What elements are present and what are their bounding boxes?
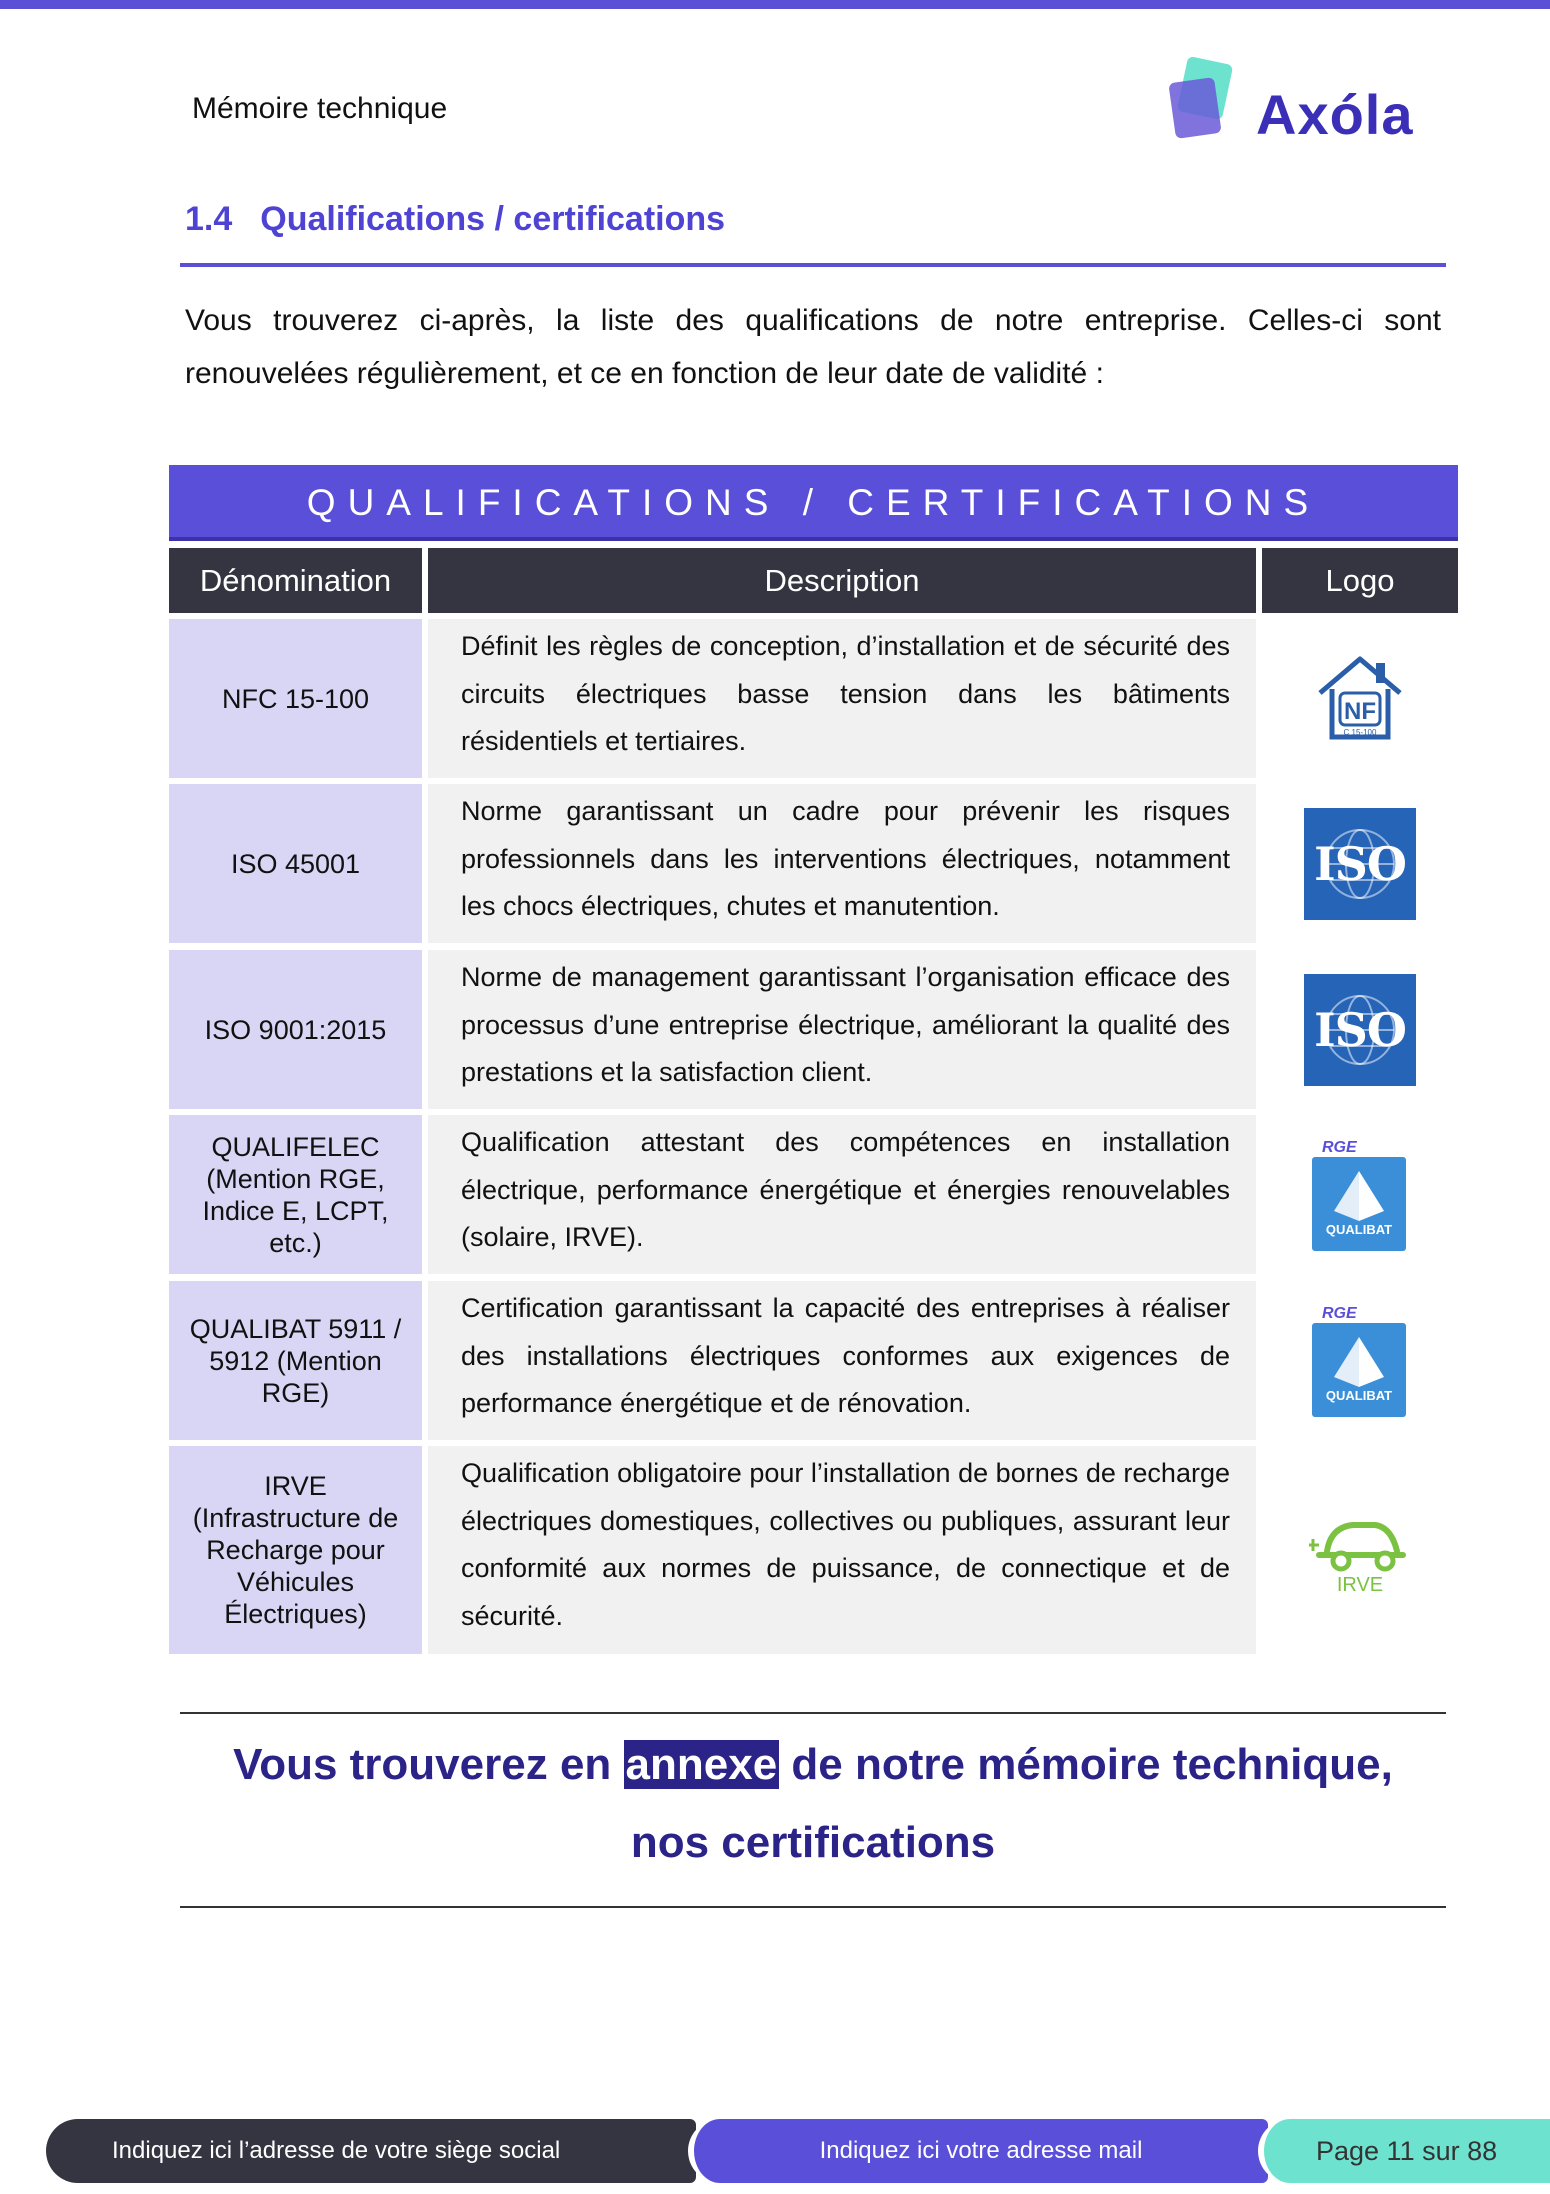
qualibat-rge-icon	[1310, 1139, 1410, 1251]
row-name: QUALIFELEC (Mention RGE, Indice E, LCPT, etc.)	[169, 1115, 422, 1274]
divider-bottom	[180, 1906, 1446, 1908]
annex-callout	[180, 1726, 1446, 1882]
document-title: Mémoire technique	[192, 92, 448, 125]
table-row	[169, 1281, 1393, 1440]
column-header-name: Dénomination	[169, 548, 422, 613]
logo-wordmark: Axóla	[1256, 83, 1414, 146]
table-row	[169, 784, 1406, 943]
row-name: ISO 45001	[169, 784, 422, 943]
table-row	[169, 619, 1377, 778]
annex-text-after: de notre mémoire technique,	[779, 1740, 1393, 1789]
table-row	[169, 1446, 1384, 1654]
table-row	[169, 950, 1406, 1109]
section-title: Qualifications / certifications	[260, 200, 726, 238]
table-row	[169, 1115, 1393, 1274]
row-description: Qualification attestant des compétences en installation électrique, performance énergétique et énergies renouvelables (solaire, IRVE).	[428, 1115, 1256, 1274]
table-banner: QUALIFICATIONS / CERTIFICATIONS	[169, 465, 1458, 541]
qualibat-label: QUALIBAT	[1325, 1387, 1393, 1403]
row-name: ISO 9001:2015	[169, 950, 422, 1109]
annex-text-before: Vous trouverez en	[233, 1740, 624, 1789]
irve-logo-text: IRVE	[1336, 1574, 1384, 1595]
row-name: IRVE (Infrastructure de Recharge pour Véhicules Électriques)	[169, 1446, 422, 1654]
column-header-logo: Logo	[1262, 548, 1458, 613]
iso-logo-text: ISO	[1314, 836, 1406, 891]
nf-logo-text: NF	[1344, 697, 1376, 725]
row-name: NFC 15-100	[169, 619, 422, 778]
column-header-description: Description	[428, 548, 1256, 613]
section-number: 1.4	[185, 200, 233, 238]
row-description: Norme de management garantissant l’organisation efficace des processus d’une entreprise électrique, améliorant la qualité des prestations et la satisfaction client.	[428, 950, 1256, 1109]
row-description: Définit les règles de conception, d’installation et de sécurité des circuits électriques basse tension dans les bâtiments résidentiels et tertiaires.	[428, 619, 1256, 778]
annex-highlight: annexe	[625, 1740, 778, 1789]
row-name: QUALIBAT 5911 / 5912 (Mention RGE)	[169, 1281, 422, 1440]
rge-label: RGE	[1322, 1138, 1357, 1156]
nf-house-icon	[1262, 619, 1458, 778]
qualibat-rge-icon	[1310, 1305, 1410, 1417]
iso-icon	[1304, 808, 1416, 920]
iso-icon	[1304, 974, 1416, 1086]
footer-email: Indiquez ici votre adresse mail	[688, 2119, 1268, 2183]
logo-mark-icon	[1168, 54, 1248, 144]
intro-paragraph: Vous trouverez ci-après, la liste des qualifications de notre entreprise. Celles-ci sont renouvelées régulièrement, et ce en fonction de leur date de validité :	[185, 304, 1441, 390]
footer-page-number: Page 11 sur 88	[1258, 2119, 1550, 2183]
rge-label: RGE	[1322, 1304, 1357, 1322]
iso-logo-text: ISO	[1314, 1002, 1406, 1057]
row-description: Certification garantissant la capacité des entreprises à réaliser des installations électriques conformes aux exigences de performance énergétique et de rénovation.	[428, 1281, 1256, 1440]
nf-logo-subtext: C 15-100	[1343, 727, 1377, 737]
section-underline	[180, 263, 1446, 267]
footer-address: Indiquez ici l’adresse de votre siège social	[46, 2119, 696, 2183]
irve-car-icon	[1262, 1446, 1458, 1654]
company-logo	[1168, 54, 1428, 154]
row-description: Norme garantissant un cadre pour prévenir les risques professionnels dans les interventions électriques, notamment les chocs électriques, chutes et manutention.	[428, 784, 1256, 943]
divider-top	[180, 1712, 1446, 1714]
section-heading	[185, 200, 725, 239]
annex-text-line2: nos certifications	[630, 1818, 996, 1867]
row-description: Qualification obligatoire pour l’installation de bornes de recharge électriques domestiques, collectives ou publiques, assurant leur conformité aux normes de puissance, de connectique et de sécurité.	[428, 1446, 1256, 1654]
top-accent-bar	[0, 0, 1550, 9]
qualibat-label: QUALIBAT	[1325, 1221, 1393, 1237]
